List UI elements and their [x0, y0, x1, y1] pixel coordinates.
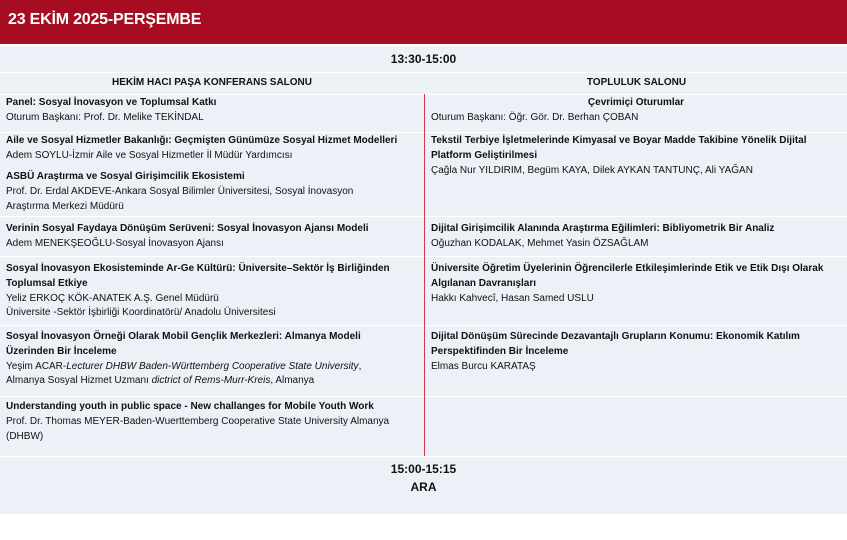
talk-speaker: Prof. Dr. Erdal AKDEVE-Ankara Sosyal Bilimler Üniversitesi, Sosyal İnovasyon [6, 185, 354, 197]
speaker-affiliation: dictrict of Rems-Murr-Kreis [151, 375, 271, 387]
talk-title: Sosyal İnovasyon Ekosisteminde Ar-Ge Kültürü: Üniversite–Sektör İş Birliğinden [6, 263, 390, 274]
talk-title-cont: Algılanan Davranışları [431, 277, 537, 289]
speaker-name: Yeşim ACAR- [6, 360, 67, 372]
talk-speaker: Oturum Başkanı: Prof. Dr. Melike TEKİNDAL [6, 111, 204, 123]
talk-speaker: (DHBW) [6, 430, 44, 442]
talk-title: Çevrimiçi Oturumlar [587, 97, 685, 108]
right-session-online [425, 96, 847, 126]
talk-speaker [6, 360, 418, 375]
talk-title: Verinin Sosyal Faydaya Dönüşüm Serüveni: Sosyal İnovasyon Ajansı Modeli [6, 223, 369, 234]
right-talk-4 [425, 330, 847, 374]
left-talk-3 [0, 222, 424, 252]
break-block [0, 460, 847, 496]
talk-speaker: Oturum Başkanı: Öğr. Gör. Dr. Berhan ÇOBAN [431, 111, 639, 123]
left-talk-5 [0, 330, 424, 389]
talk-speaker: Adem MENEKŞEOĞLU-Sosyal İnovasyon Ajansı [6, 237, 224, 249]
talk-title: Dijital Girişimcilik Alanında Araştırma Eğilimleri: Bibliyometrik Bir Analiz [431, 223, 775, 234]
talk-title: Dijital Dönüşüm Sürecinde Dezavantajlı Grupların Konumu: Ekonomik Katılım [431, 331, 800, 342]
left-talk-1 [0, 134, 424, 164]
row-divider [0, 456, 847, 457]
talk-title: Tekstil Terbiye İşletmelerinde Kimyasal ve Boyar Madde Takibine Yönelik Dijital [431, 135, 807, 146]
right-hall-header: TOPLULUK SALONU [586, 77, 687, 88]
talk-speaker: Çağla Nur YILDIRIM, Begüm KAYA, Dilek AYKAN TANTUNÇ, Ali YAĞAN [431, 164, 753, 176]
talk-speaker: Hakkı Kahvecî, Hasan Samed USLU [431, 292, 594, 304]
schedule-table [0, 46, 847, 514]
speaker-role: Almanya Sosyal Hizmet Uzmanı [6, 375, 152, 387]
date-title: 23 EKİM 2025-PERŞEMBE [8, 11, 202, 28]
talk-speaker [6, 374, 418, 389]
left-talk-4 [0, 262, 424, 321]
punct: , [358, 360, 362, 372]
right-talk-1 [425, 134, 847, 178]
talk-title: Understanding youth in public space - New challanges for Mobile Youth Work [6, 401, 374, 412]
talk-speaker: Araştırma Merkezi Müdürü [6, 200, 124, 212]
row-divider [0, 72, 847, 73]
talk-speaker: Adem SOYLU-İzmir Aile ve Sosyal Hizmetler İl Müdür Yardımcısı [6, 149, 293, 161]
talk-speaker: Prof. Dr. Thomas MEYER-Baden-Wuerttemberg Cooperative State University Almanya [6, 415, 390, 427]
talk-title-cont: Toplumsal Etkiye [6, 277, 88, 289]
talk-speaker: Oğuzhan KODALAK, Mehmet Yasin ÖZSAĞLAM [431, 237, 649, 249]
left-session-panel [0, 96, 424, 126]
talk-title: Aile ve Sosyal Hizmetler Bakanlığı: Geçmişten Günümüze Sosyal Hizmet Modelleri [6, 135, 398, 146]
talk-title: Panel: Sosyal İnovasyon ve Toplumsal Katkı [6, 97, 217, 108]
talk-title-cont: Perspektifinden Bir İnceleme [431, 345, 569, 357]
talk-speaker: Elmas Burcu KARATAŞ [431, 360, 536, 372]
left-hall-header: HEKİM HACI PAŞA KONFERANS SALONU [111, 77, 312, 88]
talk-title-cont: Platform Geliştirilmesi [431, 149, 538, 161]
break-label: ARA [410, 480, 437, 494]
speaker-country: , Almanya [270, 375, 315, 387]
right-talk-3 [425, 262, 847, 306]
left-talk-6 [0, 400, 424, 444]
date-banner [0, 0, 847, 44]
talk-title-cont: Üzerinden Bir İnceleme [6, 345, 117, 357]
right-talk-2 [425, 222, 847, 252]
session-time: 13:30-15:00 [390, 52, 457, 66]
talk-speaker: Üniversite -Sektör İşbirliği Koordinatörü/ Anadolu Üniversitesi [6, 307, 276, 319]
left-talk-2 [0, 170, 424, 214]
speaker-affiliation: Lecturer DHBW Baden-Württemberg Cooperative State University [66, 360, 359, 372]
talk-title: Sosyal İnovasyon Örneği Olarak Mobil Gençlik Merkezleri: Almanya Modeli [6, 331, 361, 342]
break-time: 15:00-15:15 [390, 462, 457, 476]
talk-title: Üniversite Öğretim Üyelerinin Öğrencilerle Etkileşimlerinde Etik ve Etik Dışı Olarak [431, 263, 824, 274]
talk-speaker: Yeliz ERKOÇ KÖK-ANATEK A.Ş. Genel Müdürü [6, 292, 219, 304]
talk-title: ASBÜ Araştırma ve Sosyal Girişimcilik Ekosistemi [6, 171, 245, 182]
